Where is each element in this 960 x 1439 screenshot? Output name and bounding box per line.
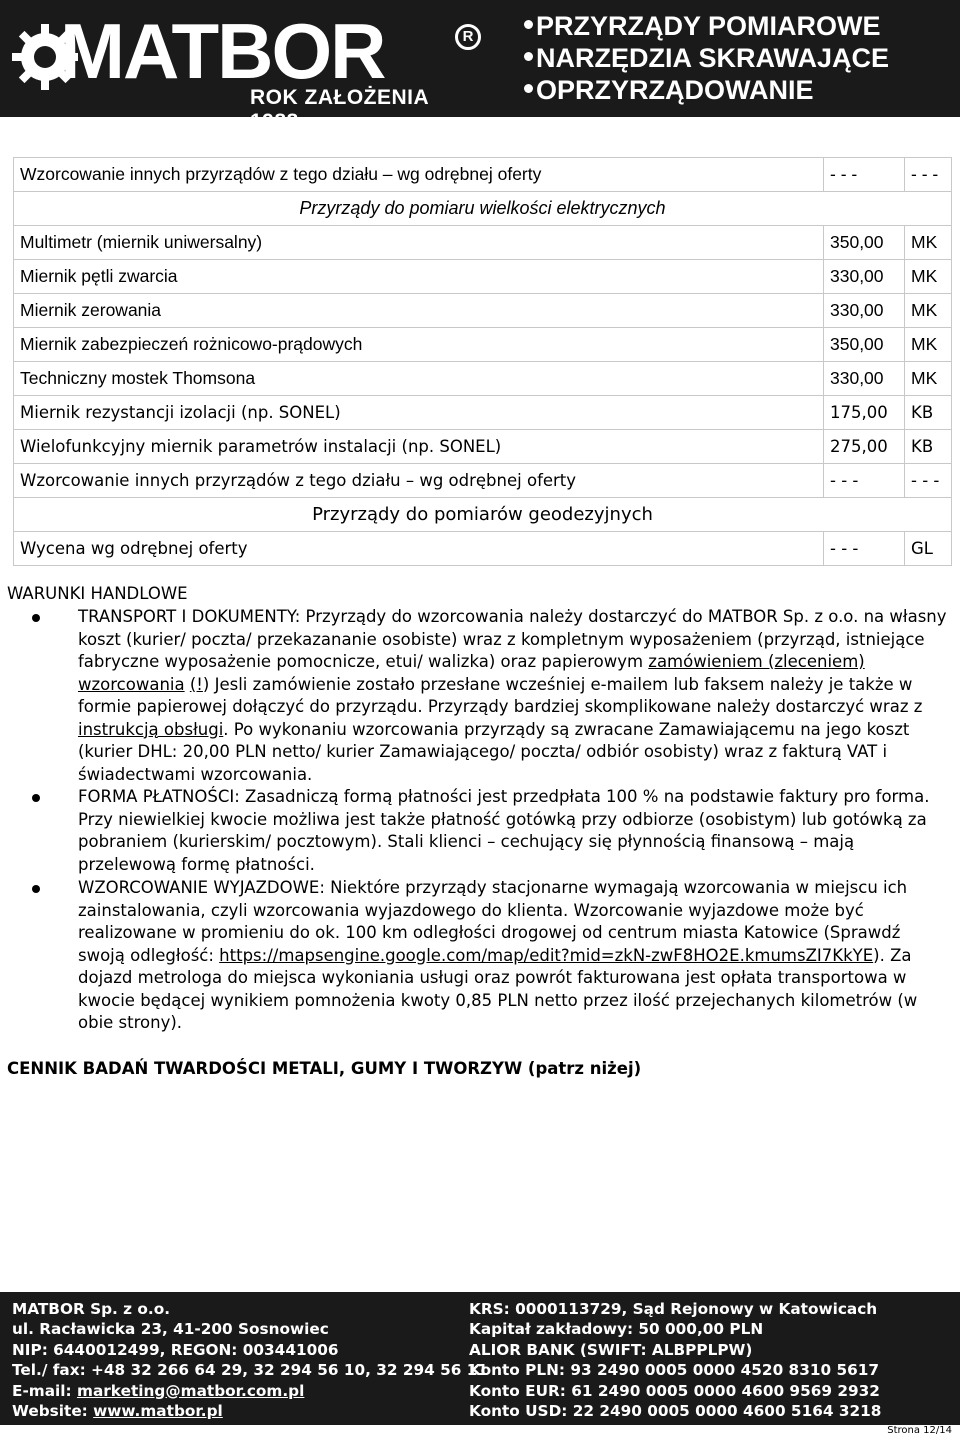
row-price: 330,00	[824, 362, 905, 396]
map-link[interactable]: https://mapsengine.google.com/map/edit?mid=zkN-zwF8HO2E.kmumsZI7KkYE	[219, 945, 874, 965]
logo-text: MATBOR	[60, 7, 385, 95]
footer-address: ul. Racławicka 23, 41-200 Sosnowiec	[12, 1320, 329, 1339]
manual-link[interactable]: instrukcją obsługi	[78, 719, 224, 739]
bullet-icon	[32, 614, 40, 622]
row-name: Wielofunkcyjny miernik parametrów instalacji (np. SONEL)	[14, 430, 824, 464]
section-title-electric: Przyrządy do pomiaru wielkości elektrycznych	[14, 192, 952, 226]
footer-email: E-mail: marketing@matbor.com.pl	[12, 1381, 305, 1400]
header-menu	[524, 10, 889, 106]
footer-krs: KRS: 0000113729, Sąd Rejonowy w Katowicach	[469, 1300, 878, 1318]
footer-account-eur: Konto EUR: 61 2490 0005 0000 4600 9569 2932	[469, 1381, 880, 1400]
bullet-icon	[32, 885, 40, 893]
table-row	[14, 158, 952, 192]
hardness-price-title: CENNIK BADAŃ TWARDOŚCI METALI, GUMY I TWORZYW (patrz niżej)	[7, 1059, 642, 1078]
row-name: Multimetr (miernik uniwersalny)	[14, 226, 824, 260]
section-title-geo: Przyrządy do pomiarów geodezyjnych	[14, 498, 952, 532]
trade-conditions	[7, 584, 952, 1035]
row-unit: - - -	[905, 464, 952, 498]
condition-payment: FORMA PŁATNOŚCI: Zasadniczą formą płatności jest przedpłata 100 % na podstawie faktury pro forma. Przy niewielkiej kwocie możliwa jest także płatność gotówką przy odbiorze (osobistym) lub gotówką za pobraniem (kurierskim/ pocztowym). Stali klienci – cechujący się płynnością finansową – mają przelewową formę płatności.	[7, 786, 952, 876]
registered-icon: R	[455, 24, 481, 50]
page-header	[0, 0, 960, 133]
footer-nip: NIP: 6440012499, REGON: 003441006	[12, 1340, 339, 1359]
email-link[interactable]: marketing@matbor.com.pl	[77, 1381, 305, 1400]
footer-bank: ALIOR BANK (SWIFT: ALBPPLPW)	[469, 1340, 753, 1359]
bullet-icon	[32, 794, 40, 802]
order-form-link[interactable]: zamówieniem (zleceniem) wzorcowania	[78, 652, 865, 694]
price-table	[13, 157, 952, 566]
bullet-icon	[524, 20, 533, 29]
row-name: Wycena wg odrębnej oferty	[14, 532, 824, 566]
row-unit: GL	[905, 532, 952, 566]
row-price: 175,00	[824, 396, 905, 430]
exclamation-link[interactable]: (!	[189, 674, 203, 694]
row-price: - - -	[824, 464, 905, 498]
footer-account-usd: Konto USD: 22 2490 0005 0000 4600 5164 3218	[469, 1402, 882, 1421]
row-price: 330,00	[824, 260, 905, 294]
logo-year: ROK ZAŁOŻENIA 1988	[250, 86, 429, 133]
footer-account-pln: Konto PLN: 93 2490 0005 0000 4520 8310 5617	[469, 1361, 880, 1380]
conditions-title: WARUNKI HANDLOWE	[7, 584, 188, 603]
header-menu-item[interactable]: PRZYRZĄDY POMIAROWE	[524, 10, 889, 42]
bullet-icon	[524, 84, 533, 93]
row-unit: KB	[905, 396, 952, 430]
bullet-icon	[524, 52, 533, 61]
table-row	[14, 396, 952, 430]
row-name: Miernik zabezpieczeń rożnicowo-prądowych	[14, 328, 824, 362]
header-menu-item[interactable]: OPRZYRZĄDOWANIE	[524, 74, 889, 106]
table-row	[14, 328, 952, 362]
row-price: 350,00	[824, 328, 905, 362]
section-header	[14, 192, 952, 226]
table-row	[14, 430, 952, 464]
matbor-logo	[10, 7, 480, 133]
website-link[interactable]: www.matbor.pl	[93, 1402, 223, 1421]
row-price: 330,00	[824, 294, 905, 328]
table-row	[14, 260, 952, 294]
condition-onsite: WZORCOWANIE WYJAZDOWE: Niektóre przyrządy stacjonarne wymagają wzorcowania w miejscu ich zainstalowania, czyli wzorcowania wyjazdowego do klienta. Wzorcowanie wyjazdowe może być realizowane w promieniu do ok. 100 km odległości drogowej od centrum miasta Katowice (Sprawdź swoją odległość: https://mapsengine.google.com/map/edit?mid=zkN-zwF8HO2E.kmumsZI7KkYE). Za dojazd metrologa do miejsca wykoniania usługi oraz powrót fakturowana jest opłata transportowa w kwocie będącej wynikiem pomnożenia kwoty 0,85 PLN netto przez ilość przejechanych kilometrów (w obie strony).	[7, 877, 952, 1035]
row-unit: MK	[905, 226, 952, 260]
page-footer	[0, 1292, 960, 1425]
row-unit: MK	[905, 260, 952, 294]
header-menu-item[interactable]: NARZĘDZIA SKRAWAJĄCE	[524, 42, 889, 74]
row-name: Wzorcowanie innych przyrządów z tego działu – wg odrębnej oferty	[14, 464, 824, 498]
row-price: 275,00	[824, 430, 905, 464]
table-row	[14, 226, 952, 260]
row-name: Miernik zerowania	[14, 294, 824, 328]
row-name: Miernik rezystancji izolacji (np. SONEL)	[14, 396, 824, 430]
row-unit: KB	[905, 430, 952, 464]
page-number: Strona 12/14	[887, 1425, 952, 1436]
table-row	[14, 532, 952, 566]
row-price: - - -	[824, 532, 905, 566]
row-price: 350,00	[824, 226, 905, 260]
row-name: Miernik pętli zwarcia	[14, 260, 824, 294]
condition-transport: TRANSPORT I DOKUMENTY: Przyrządy do wzorcowania należy dostarczyć do MATBOR Sp. z o.o. na własny koszt (kurier/ poczta/ przekazananie osobiste) wraz z kompletnym wyposażeniem (przyrząd, istniejące fabryczne wyposażenie pomocnicze, etui/ walizka) oraz papierowym zamówieniem (zleceniem) wzorcowania (!) Jesli zamówienie zostało przesłane wcześniej e-mailem lub faksem należy je także w formie papierowej dołączyć do przyrządu. Przyrządy bardziej skomplikowane należy dostarczyć wraz z instrukcją obsługi. Po wykonaniu wzorcowania przyrządy są zwracane Zamawiającemu na jego koszt (kurier DHL: 20,00 PLN netto/ kurier Zamawiającego/ poczta/ odbiór osobisty) wraz z fakturą VAT i świadectwami wzorcowania.	[7, 606, 952, 786]
row-unit: MK	[905, 362, 952, 396]
footer-company-info	[12, 1299, 488, 1421]
footer-tel: Tel./ fax: +48 32 266 64 29, 32 294 56 10, 32 294 56 11	[12, 1361, 489, 1380]
table-row	[14, 294, 952, 328]
row-price: - - -	[824, 158, 905, 192]
section-header	[14, 498, 952, 532]
row-unit: MK	[905, 328, 952, 362]
footer-capital: Kapitał zakładowy: 50 000,00 PLN	[469, 1320, 764, 1339]
table-row	[14, 362, 952, 396]
table-row	[14, 464, 952, 498]
footer-company: MATBOR Sp. z o.o.	[12, 1300, 171, 1318]
row-unit: MK	[905, 294, 952, 328]
footer-bank-info	[469, 1299, 881, 1421]
row-unit: - - -	[905, 158, 952, 192]
row-name: Techniczny mostek Thomsona	[14, 362, 824, 396]
footer-website: Website: www.matbor.pl	[12, 1402, 223, 1421]
row-name: Wzorcowanie innych przyrządów z tego działu – wg odrębnej oferty	[14, 158, 824, 192]
